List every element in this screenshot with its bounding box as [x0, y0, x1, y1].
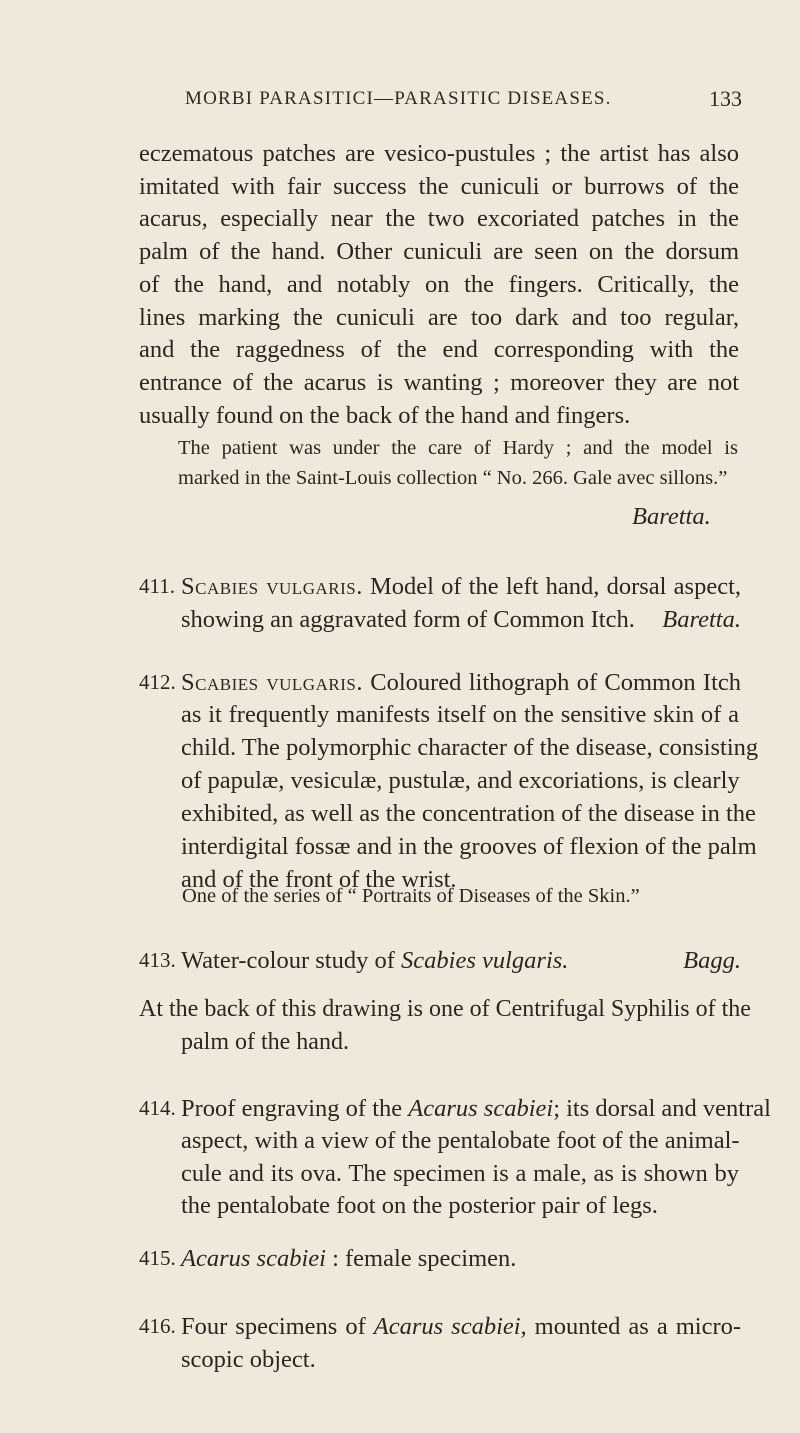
attribution: Bagg.: [683, 947, 741, 974]
continuation-paragraph: [139, 138, 739, 432]
attribution: Baretta.: [662, 606, 741, 633]
entry-412-continuation: [181, 699, 759, 896]
paragraph-line: and the raggedness of the end corresponding with the: [139, 336, 739, 364]
series-note: [182, 882, 742, 912]
entry-line: and of the front of the wrist.: [181, 865, 457, 893]
entry-italic-title: Acarus scabiei,: [373, 1313, 527, 1340]
entry-italic-title: Scabies vulgaris.: [401, 947, 569, 974]
entry-title: Scabies vulgaris.: [181, 669, 363, 696]
paragraph-line: usually found on the back of the hand and fingers.: [139, 401, 631, 429]
entry-number: 415.: [139, 1246, 176, 1270]
entry-number: 413.: [139, 948, 176, 972]
note-line: The patient was under the care of Hardy ; and the model is: [178, 437, 738, 459]
entry-line: cule and its ova. The specimen is a male, as is shown by: [181, 1159, 739, 1187]
entry-text: Model of the left hand, dorsal aspect,: [362, 573, 742, 600]
entry-text: ; its dorsal and ventral: [553, 1095, 771, 1122]
entry-text: : female specimen.: [325, 1245, 517, 1272]
note-line: One of the series of “ Portraits of Diseases of the Skin.”: [182, 885, 640, 907]
catalogue-entry-415: [139, 1242, 744, 1282]
entry-number: 411.: [139, 574, 175, 598]
entry-italic-title: Acarus scabiei: [408, 1095, 554, 1122]
entry-italic-title: Acarus scabiei: [181, 1245, 326, 1272]
entry-text: Water-colour study of: [181, 947, 402, 974]
catalogue-entry-413: [139, 944, 744, 984]
entry-body: [181, 1242, 741, 1275]
paragraph-line: entrance of the acarus is wanting ; moreover they are not: [139, 368, 739, 396]
entry-text: mounted as a micro-: [526, 1313, 742, 1340]
entry-line: the pentalobate foot on the posterior pair of legs.: [181, 1192, 658, 1220]
entry-body: [181, 1310, 741, 1376]
entry-line: aspect, with a view of the pentalobate foot of the animal-: [181, 1127, 740, 1154]
note-line: At the back of this drawing is one of Centrifugal Syphilis of the: [139, 996, 751, 1022]
entry-line: exhibited, as well as the concentration of the disease in the: [181, 799, 756, 827]
entry-number: 416.: [139, 1314, 176, 1338]
entry-text: showing an aggravated form of Common Itch.: [181, 606, 635, 633]
entry-line: as it frequently manifests itself on the sensitive skin of a: [181, 701, 739, 728]
running-head: MORBI PARASITICI—PARASITIC DISEASES.: [185, 88, 612, 109]
entry-text: Proof engraving of the: [181, 1095, 409, 1122]
entry-line: child. The polymorphic character of the disease, consisting: [181, 733, 759, 761]
entry-body: [181, 944, 741, 977]
paragraph-line: of the hand, and notably on the fingers. Critically, the: [139, 270, 739, 298]
entry-body: [181, 666, 741, 699]
entry-text: Four specimens of: [181, 1313, 374, 1340]
paragraph-line: imitated with fair success the cuniculi or burrows of the: [139, 172, 739, 200]
entry-number: 414.: [139, 1096, 176, 1120]
entry-body: [181, 1092, 771, 1125]
catalogue-entry-416: [139, 1310, 744, 1380]
paragraph-line: eczematous patches are vesico-pustules ; the artist has also: [139, 140, 739, 167]
note-line: palm of the hand.: [181, 1028, 349, 1055]
entry-text: Coloured lithograph of Common Itch: [362, 669, 741, 696]
entry-line: of papulæ, vesiculæ, pustulæ, and excoriations, is clearly: [181, 766, 740, 794]
paragraph-line: acarus, especially near the two excoriated patches in the: [139, 205, 739, 233]
attribution: Baretta.: [632, 503, 711, 530]
paragraph-line: palm of the hand. Other cuniculi are seen on the dorsum: [139, 238, 739, 266]
entry-414-continuation: [181, 1125, 739, 1223]
page-number: 133: [709, 86, 742, 111]
entry-number: 412.: [139, 670, 176, 694]
entry-body: [181, 570, 741, 636]
entry-line: interdigital fossæ and in the grooves of flexion of the palm: [181, 832, 757, 860]
paragraph-line: lines marking the cuniculi are too dark and too regular,: [139, 303, 739, 331]
entry-title: Scabies vulgaris.: [181, 573, 363, 600]
provenance-note: [178, 434, 738, 493]
back-of-drawing-note: [139, 993, 751, 1058]
entry-line: scopic object.: [181, 1346, 316, 1373]
note-line: marked in the Saint-Louis collection “ No. 266. Gale avec sillons.”: [178, 466, 728, 489]
catalogue-entry-411: [139, 570, 744, 640]
